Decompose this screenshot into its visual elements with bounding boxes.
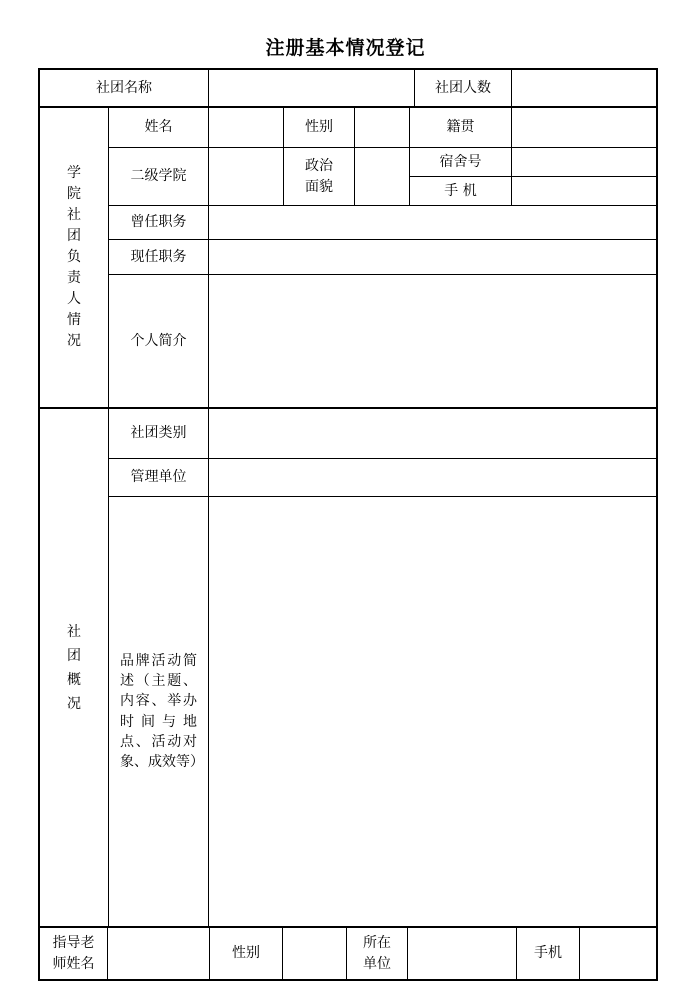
- row-leader-mobile: [410, 177, 656, 205]
- leader-college-value-cell[interactable]: [209, 148, 284, 205]
- advisor-name-label-cell: [40, 928, 108, 979]
- leader-gender-value-cell[interactable]: [355, 108, 410, 147]
- leader-mobile-label: 手 机: [410, 177, 512, 205]
- club-category-value-cell[interactable]: [209, 409, 656, 458]
- former-position-value-cell[interactable]: [209, 206, 656, 239]
- registration-table: [38, 68, 658, 981]
- advisor-gender-label: 性别: [210, 928, 283, 979]
- leader-native-place-label: 籍贯: [410, 108, 512, 147]
- advisor-gender-value-cell[interactable]: [283, 928, 347, 979]
- leader-contact-group: [410, 148, 656, 205]
- advisor-name-value-cell[interactable]: [108, 928, 210, 979]
- brand-activity-label: 品牌活动简述（主题、内容、举办时间与地点、活动对象、成效等）: [120, 652, 204, 771]
- advisor-unit-label-cell: [347, 928, 408, 979]
- advisor-unit-label: 所在单位: [362, 935, 391, 972]
- management-unit-label: 管理单位: [109, 459, 209, 496]
- advisor-mobile-label: 手机: [517, 928, 580, 979]
- profile-value-cell[interactable]: [209, 275, 656, 407]
- row-club-name: [40, 70, 656, 108]
- club-size-label: 社团人数: [415, 70, 512, 106]
- leader-name-label: 姓名: [109, 108, 209, 147]
- row-leader-dorm: [410, 148, 656, 177]
- former-position-label: 曾任职务: [109, 206, 209, 239]
- leader-dorm-value-cell[interactable]: [512, 148, 656, 176]
- leader-section-label: 学院社团负责人情况: [67, 165, 81, 349]
- leader-college-label: 二级学院: [109, 148, 209, 205]
- leader-political-status-value-cell[interactable]: [355, 148, 410, 205]
- row-profile: [109, 275, 656, 407]
- advisor-unit-value-cell[interactable]: [408, 928, 517, 979]
- row-former-position: [109, 206, 656, 240]
- row-current-position: [109, 240, 656, 275]
- leader-section-label-cell: [40, 108, 109, 407]
- leader-political-status-label: 政治面貌: [304, 158, 333, 195]
- advisor-mobile-value-cell[interactable]: [580, 928, 656, 979]
- club-section-label-cell: [40, 409, 109, 926]
- leader-section-body: [109, 108, 656, 407]
- row-advisor: [40, 928, 656, 979]
- club-section-label: 社团概况: [67, 623, 81, 712]
- row-club-category: [109, 409, 656, 459]
- current-position-label: 现任职务: [109, 240, 209, 274]
- section-club: [40, 409, 656, 928]
- row-brand-activity: [109, 497, 656, 926]
- brand-activity-value-cell[interactable]: [209, 497, 656, 926]
- row-management-unit: [109, 459, 656, 497]
- club-name-label: 社团名称: [40, 70, 209, 106]
- leader-native-place-value-cell[interactable]: [512, 108, 656, 147]
- row-leader-college: [109, 148, 656, 206]
- row-leader-name: [109, 108, 656, 148]
- advisor-name-label: 指导老师姓名: [52, 935, 95, 972]
- management-unit-value-cell[interactable]: [209, 459, 656, 496]
- leader-mobile-value-cell[interactable]: [512, 177, 656, 205]
- profile-label: 个人简介: [109, 275, 209, 407]
- club-size-value-cell[interactable]: [512, 70, 656, 106]
- club-name-value-cell[interactable]: [209, 70, 415, 106]
- brand-activity-label-cell: [109, 497, 209, 926]
- leader-political-status-label-cell: [284, 148, 355, 205]
- leader-dorm-label: 宿舍号: [410, 148, 512, 176]
- leader-gender-label: 性别: [284, 108, 355, 147]
- page-title: 注册基本情况登记: [265, 37, 426, 59]
- club-category-label: 社团类别: [109, 409, 209, 458]
- section-leader: [40, 108, 656, 409]
- club-section-body: [109, 409, 656, 926]
- leader-name-value-cell[interactable]: [209, 108, 284, 147]
- current-position-value-cell[interactable]: [209, 240, 656, 274]
